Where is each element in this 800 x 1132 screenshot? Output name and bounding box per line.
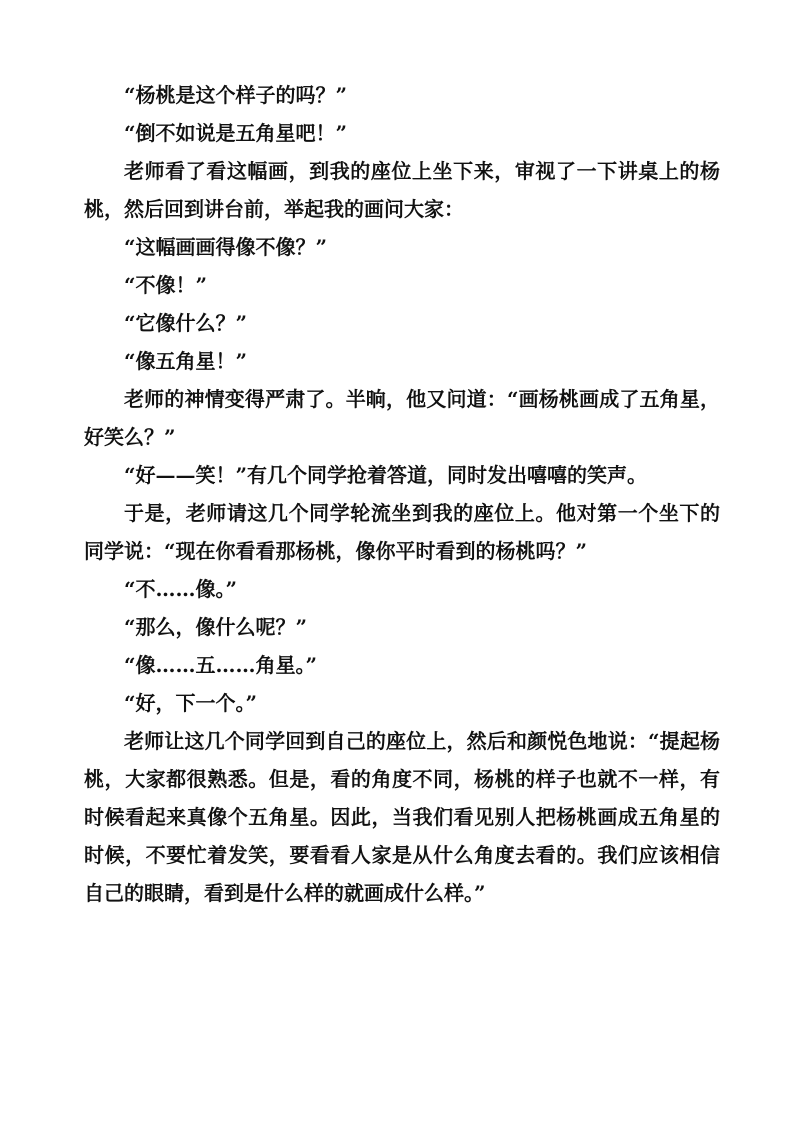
paragraph: “那么，像什么呢？” xyxy=(124,615,308,639)
paragraph: “好——笑！”有几个同学抢着答道，同时发出嘻嘻的笑声。 xyxy=(124,463,648,487)
paragraph: 老师让这几个同学回到自己的座位上，然后和颜悦色地说：“提起杨桃，大家都很熟悉。但是，看的角度不同，杨桃的样子也就不一样，有时候看起来真像个五角星。因此，当我们看见别人把杨桃画成五角星的时候，不要忙着发笑，要看看人家是从什么角度去看的。我们应该相信自己的眼睛，看到是什么样的就画成什么样。” xyxy=(84,729,720,905)
paragraph: “不像！” xyxy=(124,273,208,297)
paragraph: “好，下一个。” xyxy=(124,691,258,715)
document-page xyxy=(84,76,720,912)
paragraph: “它像什么？” xyxy=(124,311,248,335)
paragraph: “像……五……角星。” xyxy=(124,653,318,677)
paragraph: “像五角星！” xyxy=(124,349,248,373)
paragraph: 老师的神情变得严肃了。半晌，他又问道：“画杨桃画成了五角星，好笑么？” xyxy=(84,387,720,449)
paragraph: “倒不如说是五角星吧！” xyxy=(124,121,348,145)
paragraph: “不……像。” xyxy=(124,577,238,601)
paragraph: “这幅画画得像不像？” xyxy=(124,235,328,259)
paragraph: 于是，老师请这几个同学轮流坐到我的座位上。他对第一个坐下的同学说：“现在你看看那杨桃，像你平时看到的杨桃吗？” xyxy=(84,501,720,563)
paragraph: 老师看了看这幅画，到我的座位上坐下来，审视了一下讲桌上的杨桃，然后回到讲台前，举起我的画问大家： xyxy=(84,159,720,221)
paragraph: “杨桃是这个样子的吗？” xyxy=(124,83,348,107)
